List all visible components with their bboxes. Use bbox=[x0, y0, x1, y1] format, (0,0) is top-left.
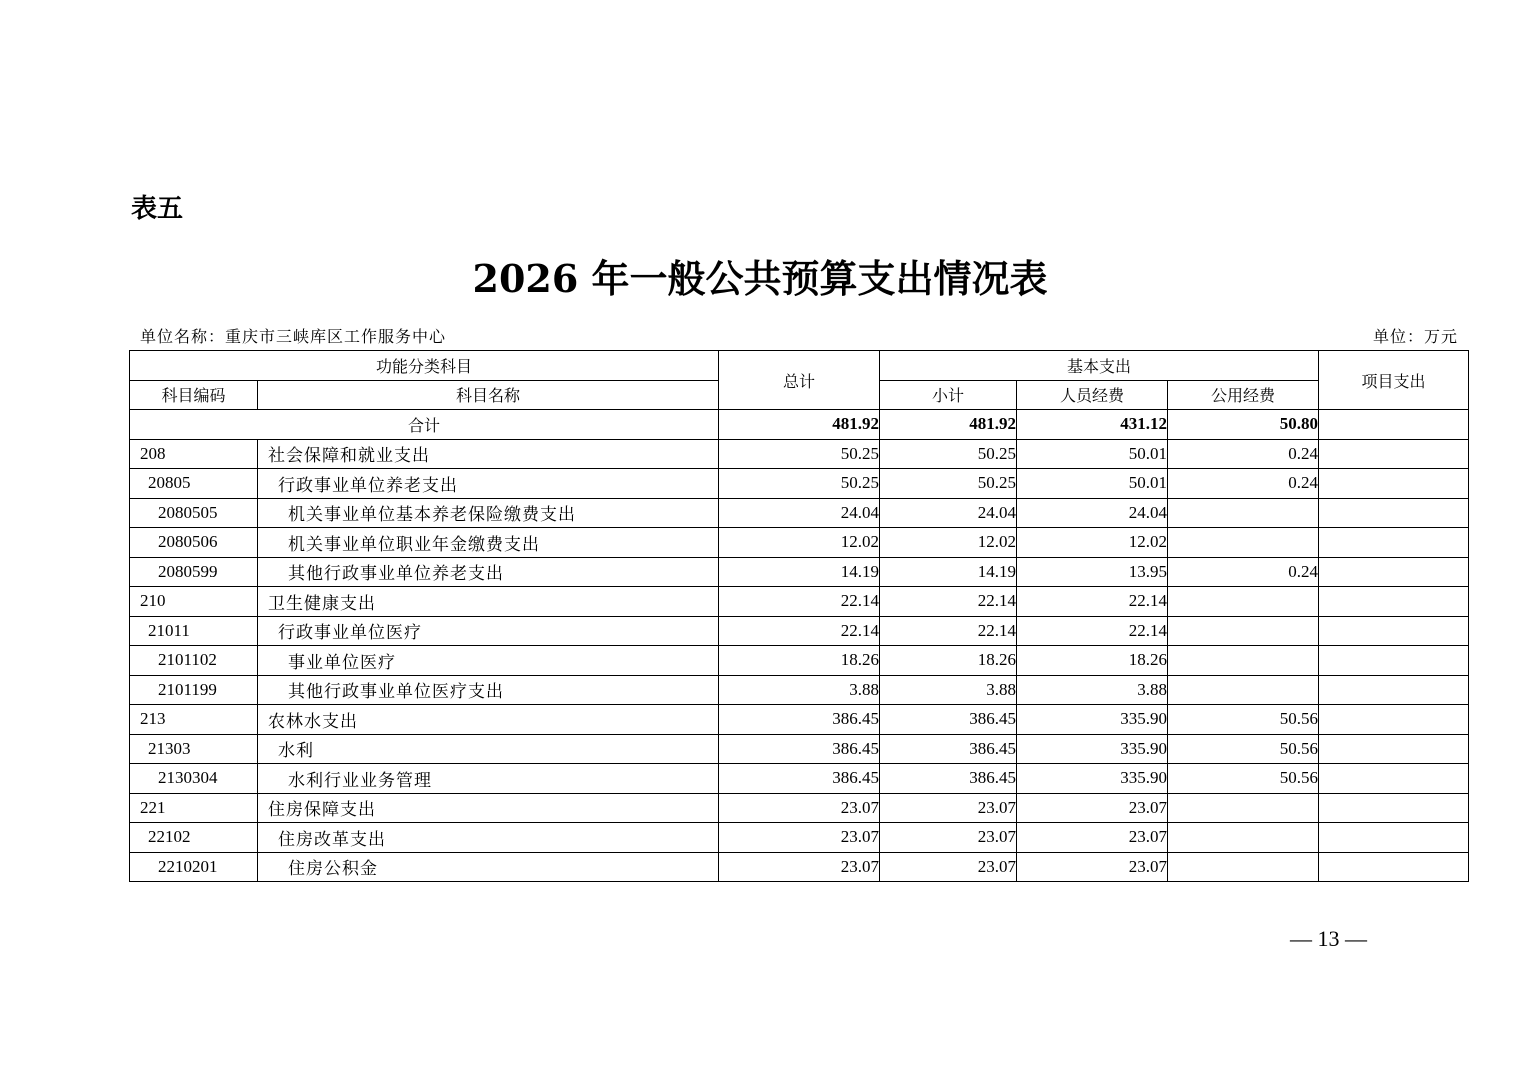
personnel-cell: 50.01 bbox=[1017, 439, 1168, 469]
public-cell bbox=[1168, 616, 1319, 646]
header-name: 科目名称 bbox=[258, 380, 719, 410]
project-cell bbox=[1319, 852, 1469, 882]
total-cell: 50.25 bbox=[719, 469, 880, 499]
public-cell: 0.24 bbox=[1168, 557, 1319, 587]
total-cell: 481.92 bbox=[719, 410, 880, 440]
public-cell: 0.24 bbox=[1168, 469, 1319, 499]
table-row bbox=[130, 616, 1469, 646]
total-cell: 24.04 bbox=[719, 498, 880, 528]
name-cell: 住房公积金 bbox=[258, 852, 719, 882]
personnel-cell: 335.90 bbox=[1017, 705, 1168, 735]
table-row bbox=[130, 852, 1469, 882]
personnel-cell: 12.02 bbox=[1017, 528, 1168, 558]
subtotal-cell: 12.02 bbox=[880, 528, 1017, 558]
name-cell: 其他行政事业单位养老支出 bbox=[258, 557, 719, 587]
public-cell bbox=[1168, 793, 1319, 823]
total-cell: 12.02 bbox=[719, 528, 880, 558]
public-cell bbox=[1168, 852, 1319, 882]
public-cell bbox=[1168, 587, 1319, 617]
total-cell: 386.45 bbox=[719, 734, 880, 764]
project-cell bbox=[1319, 793, 1469, 823]
name-cell: 事业单位医疗 bbox=[258, 646, 719, 676]
subtotal-cell: 22.14 bbox=[880, 616, 1017, 646]
total-cell: 23.07 bbox=[719, 852, 880, 882]
subtotal-cell: 23.07 bbox=[880, 823, 1017, 853]
project-cell bbox=[1319, 587, 1469, 617]
subtotal-cell: 386.45 bbox=[880, 734, 1017, 764]
subtotal-cell: 23.07 bbox=[880, 793, 1017, 823]
unit-name: 单位名称：重庆市三峡库区工作服务中心 bbox=[140, 327, 447, 346]
table-row bbox=[130, 587, 1469, 617]
subtotal-cell: 50.25 bbox=[880, 469, 1017, 499]
personnel-cell: 335.90 bbox=[1017, 734, 1168, 764]
personnel-cell: 335.90 bbox=[1017, 764, 1168, 794]
personnel-cell: 23.07 bbox=[1017, 852, 1168, 882]
personnel-cell: 18.26 bbox=[1017, 646, 1168, 676]
table-row bbox=[130, 557, 1469, 587]
table-body bbox=[130, 410, 1469, 882]
project-cell bbox=[1319, 705, 1469, 735]
code-cell: 22102 bbox=[130, 823, 258, 853]
header-total: 总计 bbox=[719, 351, 880, 410]
project-cell bbox=[1319, 764, 1469, 794]
name-cell: 行政事业单位医疗 bbox=[258, 616, 719, 646]
total-label: 合计 bbox=[130, 410, 719, 440]
code-cell: 210 bbox=[130, 587, 258, 617]
public-cell: 0.24 bbox=[1168, 439, 1319, 469]
project-cell bbox=[1319, 646, 1469, 676]
unit-label: 单位：万元 bbox=[1372, 327, 1458, 346]
subtotal-cell: 481.92 bbox=[880, 410, 1017, 440]
public-cell: 50.56 bbox=[1168, 764, 1319, 794]
subtotal-cell: 18.26 bbox=[880, 646, 1017, 676]
header-subtotal: 小计 bbox=[880, 380, 1017, 410]
header-code: 科目编码 bbox=[130, 380, 258, 410]
total-cell: 14.19 bbox=[719, 557, 880, 587]
name-cell: 住房保障支出 bbox=[258, 793, 719, 823]
personnel-cell: 13.95 bbox=[1017, 557, 1168, 587]
table-row bbox=[130, 469, 1469, 499]
personnel-cell: 3.88 bbox=[1017, 675, 1168, 705]
public-cell bbox=[1168, 646, 1319, 676]
code-cell: 221 bbox=[130, 793, 258, 823]
public-cell bbox=[1168, 675, 1319, 705]
code-cell: 2080505 bbox=[130, 498, 258, 528]
personnel-cell: 23.07 bbox=[1017, 793, 1168, 823]
total-cell: 22.14 bbox=[719, 587, 880, 617]
total-cell: 386.45 bbox=[719, 705, 880, 735]
project-cell bbox=[1319, 616, 1469, 646]
total-row bbox=[130, 410, 1469, 440]
table-header bbox=[130, 351, 1469, 410]
total-cell: 50.25 bbox=[719, 439, 880, 469]
table-row bbox=[130, 528, 1469, 558]
total-cell: 23.07 bbox=[719, 793, 880, 823]
table-row bbox=[130, 823, 1469, 853]
project-cell bbox=[1319, 439, 1469, 469]
code-cell: 2080506 bbox=[130, 528, 258, 558]
table-label: 表五 bbox=[131, 194, 184, 224]
code-cell: 2130304 bbox=[130, 764, 258, 794]
table-row bbox=[130, 764, 1469, 794]
table-row bbox=[130, 675, 1469, 705]
public-cell: 50.56 bbox=[1168, 705, 1319, 735]
code-cell: 213 bbox=[130, 705, 258, 735]
project-cell bbox=[1319, 734, 1469, 764]
code-cell: 21303 bbox=[130, 734, 258, 764]
page-title: 2026 年一般公共预算支出情况表 bbox=[472, 256, 1048, 301]
table-row bbox=[130, 793, 1469, 823]
public-cell bbox=[1168, 528, 1319, 558]
project-cell bbox=[1319, 823, 1469, 853]
table-row bbox=[130, 734, 1469, 764]
subtotal-cell: 22.14 bbox=[880, 587, 1017, 617]
table-row bbox=[130, 498, 1469, 528]
name-cell: 其他行政事业单位医疗支出 bbox=[258, 675, 719, 705]
code-cell: 21011 bbox=[130, 616, 258, 646]
header-personnel: 人员经费 bbox=[1017, 380, 1168, 410]
public-cell: 50.80 bbox=[1168, 410, 1319, 440]
subtotal-cell: 3.88 bbox=[880, 675, 1017, 705]
header-public: 公用经费 bbox=[1168, 380, 1319, 410]
project-cell bbox=[1319, 410, 1469, 440]
subtotal-cell: 14.19 bbox=[880, 557, 1017, 587]
public-cell bbox=[1168, 823, 1319, 853]
code-cell: 2210201 bbox=[130, 852, 258, 882]
name-cell: 住房改革支出 bbox=[258, 823, 719, 853]
name-cell: 机关事业单位职业年金缴费支出 bbox=[258, 528, 719, 558]
code-cell: 2101102 bbox=[130, 646, 258, 676]
code-cell: 2101199 bbox=[130, 675, 258, 705]
name-cell: 卫生健康支出 bbox=[258, 587, 719, 617]
project-cell bbox=[1319, 675, 1469, 705]
project-cell bbox=[1319, 557, 1469, 587]
code-cell: 20805 bbox=[130, 469, 258, 499]
table-row bbox=[130, 439, 1469, 469]
name-cell: 行政事业单位养老支出 bbox=[258, 469, 719, 499]
header-project: 项目支出 bbox=[1319, 351, 1469, 410]
subtotal-cell: 50.25 bbox=[880, 439, 1017, 469]
header-basic-group: 基本支出 bbox=[880, 351, 1319, 381]
subtotal-cell: 386.45 bbox=[880, 705, 1017, 735]
project-cell bbox=[1319, 498, 1469, 528]
personnel-cell: 431.12 bbox=[1017, 410, 1168, 440]
total-cell: 23.07 bbox=[719, 823, 880, 853]
name-cell: 水利 bbox=[258, 734, 719, 764]
personnel-cell: 22.14 bbox=[1017, 616, 1168, 646]
table-row bbox=[130, 705, 1469, 735]
code-cell: 208 bbox=[130, 439, 258, 469]
subtotal-cell: 23.07 bbox=[880, 852, 1017, 882]
public-cell: 50.56 bbox=[1168, 734, 1319, 764]
public-cell bbox=[1168, 498, 1319, 528]
name-cell: 社会保障和就业支出 bbox=[258, 439, 719, 469]
total-cell: 386.45 bbox=[719, 764, 880, 794]
personnel-cell: 22.14 bbox=[1017, 587, 1168, 617]
total-cell: 3.88 bbox=[719, 675, 880, 705]
name-cell: 水利行业业务管理 bbox=[258, 764, 719, 794]
project-cell bbox=[1319, 469, 1469, 499]
personnel-cell: 50.01 bbox=[1017, 469, 1168, 499]
code-cell: 2080599 bbox=[130, 557, 258, 587]
total-cell: 22.14 bbox=[719, 616, 880, 646]
name-cell: 机关事业单位基本养老保险缴费支出 bbox=[258, 498, 719, 528]
total-cell: 18.26 bbox=[719, 646, 880, 676]
subtotal-cell: 24.04 bbox=[880, 498, 1017, 528]
personnel-cell: 24.04 bbox=[1017, 498, 1168, 528]
budget-table bbox=[129, 350, 1469, 882]
project-cell bbox=[1319, 528, 1469, 558]
name-cell: 农林水支出 bbox=[258, 705, 719, 735]
personnel-cell: 23.07 bbox=[1017, 823, 1168, 853]
header-function-group: 功能分类科目 bbox=[130, 351, 719, 381]
subtotal-cell: 386.45 bbox=[880, 764, 1017, 794]
table-row bbox=[130, 646, 1469, 676]
page-number: — 13 — bbox=[1290, 926, 1367, 951]
